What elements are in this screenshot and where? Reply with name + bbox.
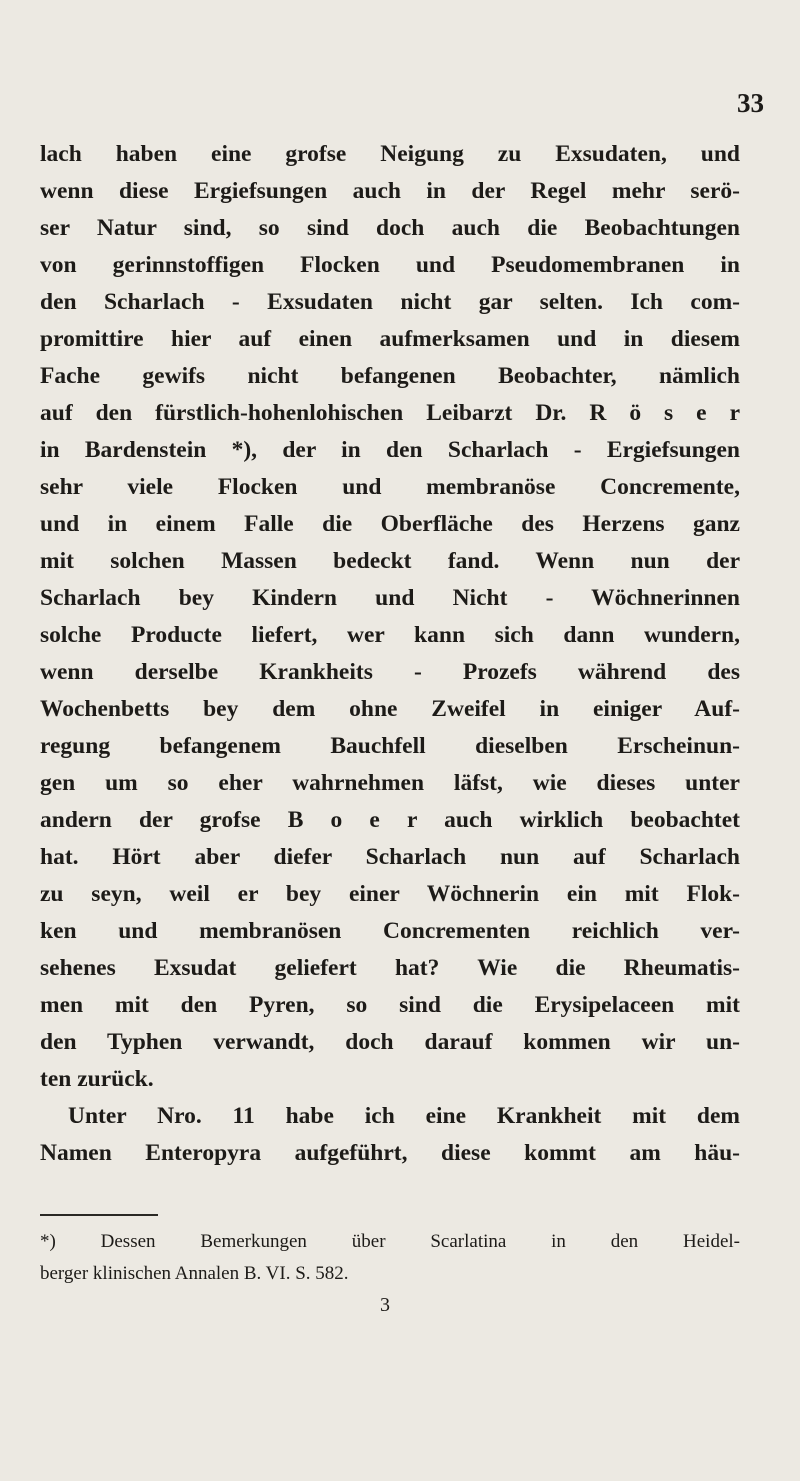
text-line: und in einem Falle die Oberfläche des Herzens ganz — [40, 511, 740, 537]
text-line: zu seyn, weil er bey einer Wöchnerin ein mit Flok- — [40, 881, 740, 907]
text-line: ken und membranösen Concrementen reichlich ver- — [40, 918, 740, 944]
page-number: 33 — [737, 88, 764, 118]
body-text — [40, 136, 740, 1172]
text-line: mit solchen Massen bedeckt fand. Wenn nun der — [40, 548, 740, 574]
signature-mark: 3 — [380, 1294, 390, 1316]
footnote-line: berger klinischen Annalen B. VI. S. 582. — [40, 1263, 349, 1284]
text-line: Wochenbetts bey dem ohne Zweifel in einiger Auf- — [40, 696, 740, 722]
paragraph-start-line: Unter Nro. 11 habe ich eine Krankheit mit dem — [68, 1103, 740, 1129]
text-line: ser Natur sind, so sind doch auch die Beobachtungen — [40, 215, 740, 241]
text-line: gen um so eher wahrnehmen läfst, wie dieses unter — [40, 770, 740, 796]
text-line: den Scharlach - Exsudaten nicht gar selten. Ich com- — [40, 289, 740, 315]
text-line: regung befangenem Bauchfell dieselben Erscheinun- — [40, 733, 740, 759]
text-line: Fache gewifs nicht befangenen Beobachter, nämlich — [40, 363, 740, 389]
text-line: in Bardenstein *), der in den Scharlach - Ergiefsungen — [40, 437, 740, 463]
text-line: men mit den Pyren, so sind die Erysipelaceen mit — [40, 992, 740, 1018]
text-line: Scharlach bey Kindern und Nicht - Wöchnerinnen — [40, 585, 740, 611]
text-line: andern der grofse B o e r auch wirklich beobachtet — [40, 807, 740, 833]
text-line: Namen Enteropyra aufgeführt, diese kommt am häu- — [40, 1140, 740, 1166]
footnote-divider — [40, 1214, 158, 1216]
text-line: wenn derselbe Krankheits - Prozefs während des — [40, 659, 740, 685]
text-line: lach haben eine grofse Neigung zu Exsudaten, und — [40, 141, 740, 167]
text-line: promittire hier auf einen aufmerksamen und in diesem — [40, 326, 740, 352]
text-line: solche Producte liefert, wer kann sich dann wundern, — [40, 622, 740, 648]
text-line: auf den fürstlich-hohenlohischen Leibarzt Dr. R ö s e r — [40, 400, 740, 426]
text-line: wenn diese Ergiefsungen auch in der Regel mehr serö- — [40, 178, 740, 204]
paragraph-end-line: ten zurück. — [40, 1066, 154, 1092]
text-line: sehr viele Flocken und membranöse Concremente, — [40, 474, 740, 500]
text-line: von gerinnstoffigen Flocken und Pseudomembranen in — [40, 252, 740, 278]
footnote-line: *) Dessen Bemerkungen über Scarlatina in den Heidel- — [40, 1231, 740, 1252]
text-line: sehenes Exsudat geliefert hat? Wie die Rheumatis- — [40, 955, 740, 981]
footnote — [40, 1226, 740, 1290]
text-line: hat. Hört aber diefer Scharlach nun auf Scharlach — [40, 844, 740, 870]
text-line: den Typhen verwandt, doch darauf kommen wir un- — [40, 1029, 740, 1055]
